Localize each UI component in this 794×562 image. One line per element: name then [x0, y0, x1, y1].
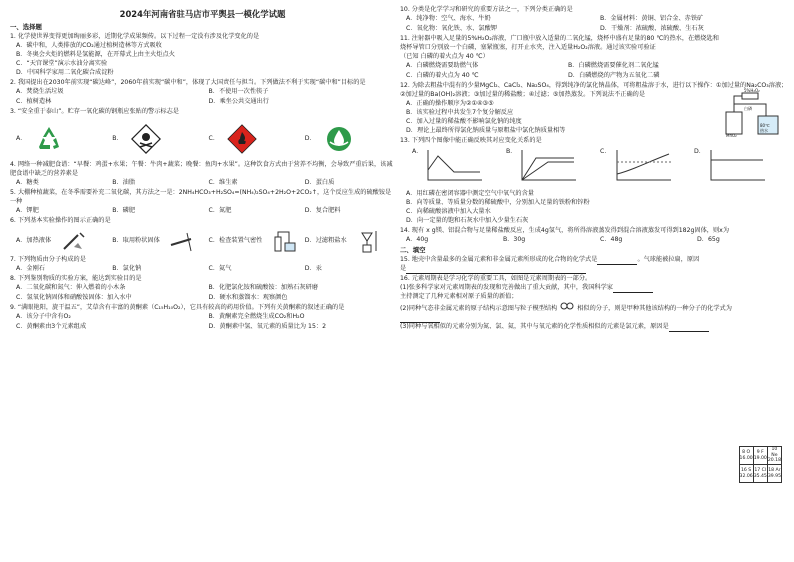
airtightness-check-icon [271, 229, 297, 253]
answer-blank[interactable] [406, 268, 586, 274]
option-b: B．不使用一次性筷子 [208, 88, 269, 96]
question-13 [400, 137, 788, 226]
question-3 [10, 108, 395, 159]
part-3: (3)同种与氧相似的元素分别为氮、氯、氦，其中与氧元素的化学性质相似的元素是氯元素，原因是 [400, 322, 669, 330]
question-stem: 13. 下列四个图像中能正确反映其对应变化关系的是 [400, 136, 542, 144]
option-b: B．油脂 [112, 179, 136, 187]
option-a: A．白磷燃烧需要助燃气体 [406, 61, 479, 69]
question-11 [400, 35, 788, 81]
option-d: D．65g [697, 235, 720, 243]
option-a: A．该分子中含有O₂ [16, 312, 71, 320]
question-stem: 3. “安全重于泰山”。贮存一氧化碳的钢瓶应张贴的警示标志是 [10, 108, 179, 116]
option-c: C．“天宫课堂”演示水油分离实验 [16, 60, 108, 68]
label-phosphorus: 白磷 [744, 106, 752, 111]
option-a: A．二氧化碳和氮气：伸入燃着的小木条 [16, 283, 126, 291]
question-1 [10, 33, 395, 78]
spatula-icon [169, 229, 195, 253]
option-b: B．该实验过程中共发生7个复分解反应 [406, 108, 514, 116]
graph-b-hydrogen-curve [518, 148, 578, 184]
answer-blank[interactable] [613, 287, 653, 293]
option-a: A．正确的操作顺序为②①④③⑤ [406, 99, 494, 107]
question-stem: 10. 分类是化学学习和研究的重要方法之一，下列分类正确的是 [400, 6, 573, 13]
question-stem: 11. 注射器中吸入足量的5%H₂O₂溶液，广口瓶中放入适量的二氧化锰，烧杯中盛有足量的80 ℃的热水，在燃烧匙和烧杯导管口分别放一个白磷，塞紧瓶塞，打开止水夹，注入适量H₂O₂溶液。通过该实验可验证 [400, 34, 719, 51]
question-stem: 2. 我国提出在2030年前实现“碳达峰”，2060年前实现“碳中和”，体现了大国责任与担当。下列做法不利于实现“碳中和”目标的是 [10, 79, 366, 87]
question-stem-tail: 。气球能被拉扁，原因 [637, 255, 700, 263]
option-b: B．30g [503, 235, 526, 243]
part-1b: 主持测定了几种元素相对原子质量的新值； [400, 292, 518, 300]
left-column [10, 22, 395, 333]
option-b: B．向等质量、等质量分数的稀硫酸中，分别加入足量的铁粉和锌粉 [406, 198, 590, 206]
option-c: C．白磷的着火点为 40 ℃ [406, 71, 479, 79]
filtration-icon [356, 229, 382, 253]
option-d: D．汞 [304, 265, 322, 273]
option-b: B．化肥氯化铵和硫酸铵：加熟石灰研磨 [208, 283, 318, 291]
question-stem: 8. 下列鉴别物质的实验方案，能达到实验目的是 [10, 275, 142, 282]
option-d: D．蛋白质 [304, 179, 335, 187]
toxic-warning-icon [129, 122, 163, 156]
question-4 [10, 161, 395, 188]
option-a: A．纯净物：空气、海水、牛奶 [406, 14, 491, 22]
option-c: C．48g [600, 235, 623, 243]
question-stem: 15. 地壳中含量最多的金属元素和非金属元素所形成的化合物的化学式是 [400, 255, 598, 263]
option-d: D．干燥剂：浓硫酸、浓硫酸、生石灰 [600, 24, 704, 32]
question-15 [400, 256, 788, 274]
answer-blank[interactable] [669, 326, 709, 332]
option-b: B． [112, 134, 123, 142]
option-d: D．乘坐公共交通出行 [208, 98, 269, 106]
option-a: A．40g [406, 235, 429, 243]
option-b: B．冬奥会火炬的燃料是氢能源，在开幕式上由主火炬点火 [16, 51, 175, 59]
option-d: D．复合肥料 [304, 207, 341, 215]
option-d: D．向一定量的饱和石灰水中加入少量生石灰 [406, 216, 529, 224]
label-water: 热水 [760, 128, 768, 133]
q11-apparatus-diagram [722, 88, 782, 138]
element-cell: 17 Cl 35.45 [753, 465, 767, 483]
option-c: C．氢氧化钠固体和硝酸铵固体：加入水中 [16, 293, 132, 301]
graph-label-b: B． [506, 147, 517, 155]
option-d: D．理论上最终所得氯化钠质量与原粗盐中氯化钠质量相等 [406, 126, 566, 134]
label-syringe: 5%H₂O₂ [744, 88, 760, 93]
recycle-icon [32, 122, 66, 156]
option-a: A．钾肥 [16, 207, 39, 215]
option-c: C．氦气 [208, 265, 232, 273]
graph-label-d: D． [694, 147, 705, 155]
question-5 [10, 189, 395, 216]
option-d: D．中国科学家用二氧化碳合成淀粉 [16, 69, 114, 77]
option-c: C．氮肥 [208, 207, 232, 215]
question-16 [400, 275, 788, 332]
graph-c-ph-curve [613, 148, 673, 184]
graph-a-pressure-curve [424, 148, 484, 184]
element-cell: 18 Ar 39.95 [767, 465, 781, 483]
option-a: A．用红磷在密闭容器中测定空气中氧气的含量 [406, 189, 534, 197]
water-saving-icon [322, 122, 356, 156]
graph-label-c: C． [600, 147, 611, 155]
option-c: C．检查装置气密性 [208, 236, 263, 244]
option-b: B．取用粉状固体 [112, 236, 160, 244]
element-cell: 10 Ne 20.18 [767, 447, 781, 464]
element-cell: 16 S 32.06 [739, 465, 753, 483]
question-stem: 1. 化学使世界变得更加绚丽多彩，近期化学成果频传。以下过程一定没有涉及化学变化的是 [10, 33, 260, 41]
option-c: C．植树造林 [16, 98, 52, 106]
option-c: C．氧化物：氧化铁、水、氯酸钾 [406, 24, 497, 32]
option-a: A．加热液体 [16, 236, 52, 244]
right-column [400, 6, 788, 333]
option-c: C．黄酮素由3个元素组成 [16, 322, 87, 330]
option-d: D．白磷燃烧的产物为五氧化二磷 [568, 71, 660, 79]
label-water-temp: 80℃ [760, 123, 770, 128]
question-8 [10, 275, 395, 303]
question-2 [10, 79, 395, 107]
page-title: 2024年河南省驻马店市平舆县一模化学试题 [119, 9, 286, 19]
option-a: A．碳中和，人类排放的CO₂通过植树造林等方式吸收 [16, 42, 162, 50]
graph-options [412, 148, 788, 188]
graph-label-a: A． [412, 147, 423, 155]
question-9 [10, 304, 395, 332]
option-c: C．向稀硫酸溶液中加入大量水 [406, 207, 491, 215]
question-stem: 7. 下列物质由分子构成的是 [10, 256, 86, 264]
question-7 [10, 256, 395, 274]
option-b: B．磷肥 [112, 207, 136, 215]
question-stem: 4. 网络一种减肥食谱：“早餐：鸡蛋+水果；午餐：牛肉+蔬菜；晚餐：鱼肉+水果”。这种饮食方式由于营养不均衡，会导致严重后果，该减肥食谱中缺乏的营养素是 [10, 161, 393, 178]
option-b: B．黄酮素完全燃烧生成CO₂和H₂O [208, 312, 305, 320]
question-stem: 12. 为除去粗盐中混有的少量MgCl₂、CaCl₂、Na₂SO₄，得到纯净的氯化钠晶体，可将粗盐溶于水，进行以下操作：①加过量的Na₂CO₃溶液；②加过量的Ba(OH)₂溶液；③加过量的稀盐酸；④过滤；⑤加热蒸发。下列说法不正确的是 [400, 81, 788, 98]
question-14 [400, 227, 788, 245]
atom-model-icon [559, 302, 575, 310]
option-a: A．焚烧生活垃圾 [16, 88, 64, 96]
part-1: (1)张多科学家对元素周期表的发现和完善做出了重大贡献，其中，我国科学家 [400, 283, 613, 291]
option-d: D．黄酮素中氢、氧元素的质量比为 15：2 [208, 322, 327, 330]
question-stem: 5. 大棚种植蔬菜，在冬季需要补充二氧化碳，其方法之一是：2NH₄HCO₃+H₂SO₄=(NH₄)₂SO₄+2H₂O+2CO₂↑，这个反应生成的硫酸铵是一种 [10, 189, 392, 206]
option-b: B．金属材料：黄铜、铝合金、赤铁矿 [600, 14, 704, 22]
option-d: D．硬水和蒸馏水：观察颜色 [208, 293, 288, 301]
option-c: C．维生素 [208, 179, 238, 187]
option-a: A．金刚石 [16, 265, 45, 273]
question-stem: 6. 下列基本实验操作的图示正确的是 [10, 217, 111, 225]
option-c: C． [208, 134, 220, 142]
question-line2: 是 [400, 264, 407, 272]
label-mno2: MnO₂ [726, 133, 737, 138]
graph-d-solute-curve [707, 148, 767, 184]
flammable-gas-icon [225, 122, 259, 156]
option-a: A． [16, 134, 27, 142]
section-heading-choice: 一、选择题 [10, 23, 42, 31]
option-a: A．糖类 [16, 179, 39, 187]
element-cell: 9 F 19.00 [753, 447, 767, 465]
question-6 [10, 217, 395, 255]
option-c: C．加入过量的稀盐酸不影响氯化钠的纯度 [406, 117, 522, 125]
option-b: B．氯化钠 [112, 265, 142, 273]
part-2b: 相似的分子，则是甲种其他该结构的一种分子的化学式为 [577, 304, 732, 312]
periodic-table-fragment [739, 446, 782, 483]
section-heading-fill: 二、填空 [400, 245, 426, 254]
test-tube-heating-icon [60, 229, 86, 253]
question-stem: 9. “满眼艳阳，旋干温五”，艾草含有丰富的黄酮素（C₁₅H₁₀O₂），它具有较高的药用价值。下列有关黄酮素的叙述正确的是 [10, 303, 345, 311]
question-10 [400, 6, 788, 34]
question-stem: 16. 元素周期表是学习化学的重要工具，如图是元素周期表的一部分。 [400, 274, 592, 282]
option-d: D． [304, 134, 316, 142]
option-b: B．白磷燃烧需要催化剂二氧化锰 [568, 61, 659, 69]
answer-blank[interactable] [597, 259, 637, 265]
element-cell: 8 O 16.00 [739, 447, 753, 465]
part-2: (2)同种气态非金属元素的原子结构示意图与粒子模型结构 [400, 304, 558, 312]
question-note: （已知 白磷的着火点为 40 ℃） [400, 52, 489, 60]
option-d: D．过滤粗盐水 [304, 236, 347, 244]
question-stem: 14. 现有 x g镁、铝混合物与足量稀盐酸反应，生成4g氢气，将所得溶液蒸发得到混合溶液蒸发可得到182g固体，则x为 [400, 226, 730, 234]
